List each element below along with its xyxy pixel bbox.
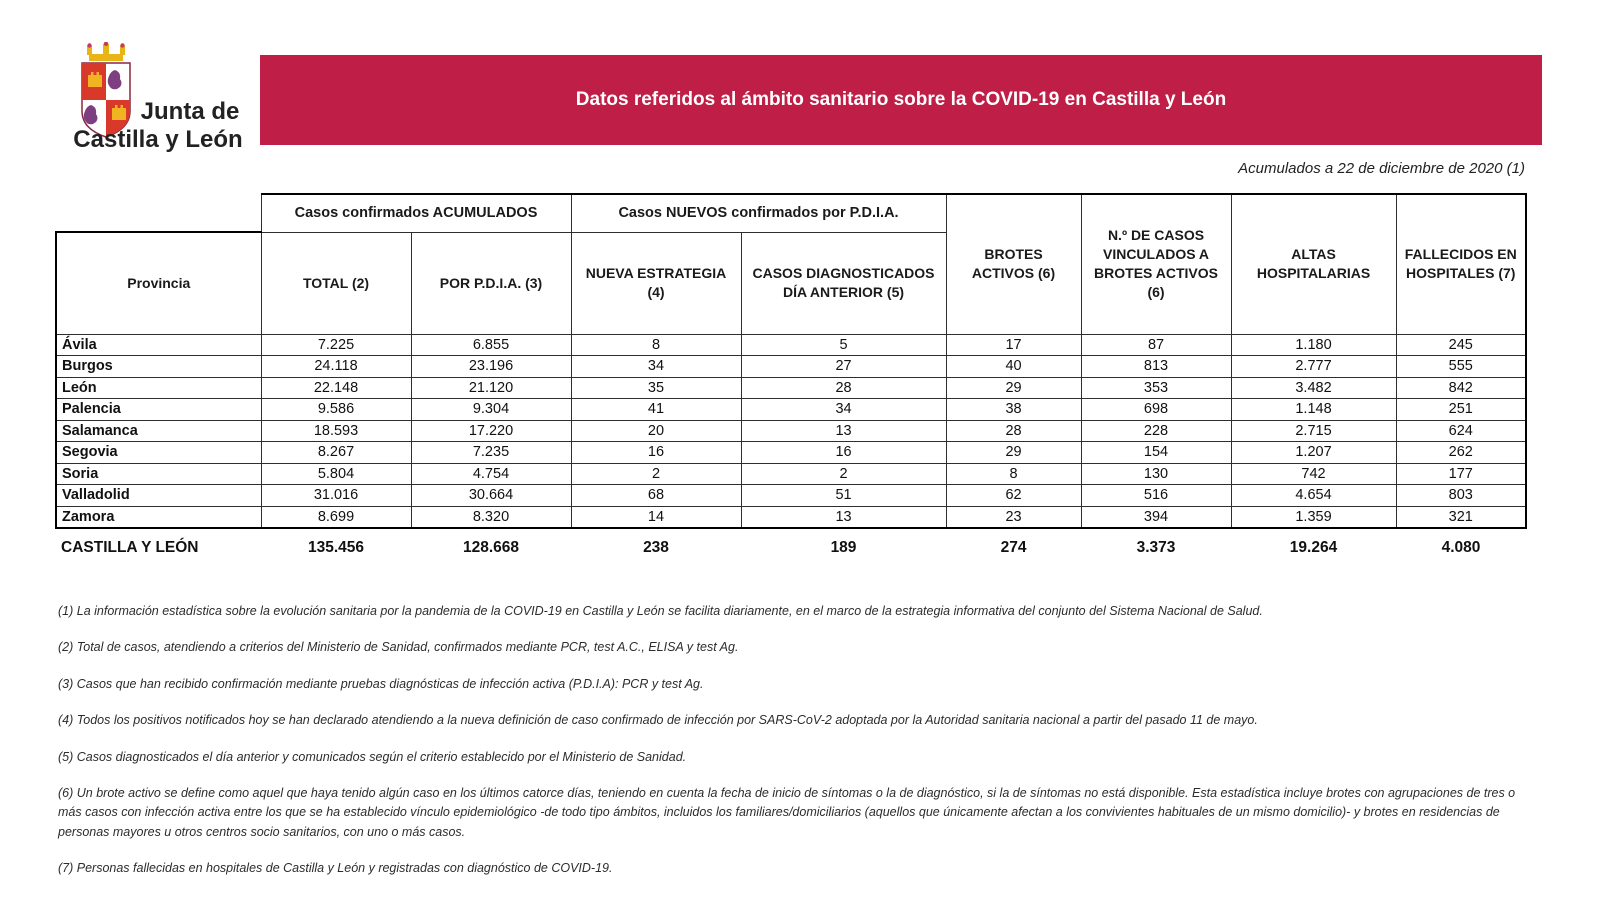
totals-dia-anterior: 189: [830, 538, 857, 556]
dia-anterior-value: 28: [741, 377, 946, 399]
province-name: Soria: [56, 463, 261, 485]
page-title: Datos referidos al ámbito sanitario sobre la COVID-19 en Castilla y León: [575, 89, 1227, 110]
footnote-3: (3) Casos que han recibido confirmación mediante pruebas diagnósticas de infección activa (P.D.I.A): PCR y test Ag.: [58, 676, 704, 691]
total-value: 7.225: [261, 334, 411, 356]
pdia-value: 9.304: [411, 399, 571, 421]
fallecidos-value: 177: [1396, 463, 1526, 485]
fallecidos-value: 803: [1396, 485, 1526, 507]
nueva-estrategia-value: 14: [571, 506, 741, 528]
col-header-fallecidos: FALLECIDOS EN HOSPITALES (7): [1396, 194, 1526, 334]
table-row-leon: [56, 377, 1526, 399]
province-name: Palencia: [56, 399, 261, 421]
col-header-por-pdia: POR P.D.I.A. (3): [411, 232, 571, 334]
province-name: Zamora: [56, 506, 261, 528]
footnote-2: (2) Total de casos, atendiendo a criterios del Ministerio de Sanidad, confirmados mediante PCR, test A.C., ELISA y test Ag.: [58, 640, 739, 655]
brotes-value: 8: [946, 463, 1081, 485]
vinculados-value: 813: [1081, 356, 1231, 378]
header-spacer: [56, 194, 261, 232]
col-header-nueva-estrategia: NUEVA ESTRATEGIA (4): [571, 232, 741, 334]
totals-row: [56, 528, 1526, 557]
title-banner: [260, 55, 1542, 145]
vinculados-value: 130: [1081, 463, 1231, 485]
province-name: Burgos: [56, 356, 261, 378]
nueva-estrategia-value: 68: [571, 485, 741, 507]
totals-altas: 19.264: [1289, 538, 1338, 556]
pdia-value: 23.196: [411, 356, 571, 378]
nueva-estrategia-value: 2: [571, 463, 741, 485]
province-name: Valladolid: [56, 485, 261, 507]
nueva-estrategia-value: 8: [571, 334, 741, 356]
col-header-casos-vinculados: N.º DE CASOS VINCULADOS A BROTES ACTIVOS (6): [1081, 194, 1231, 334]
total-value: 9.586: [261, 399, 411, 421]
province-name: Ávila: [56, 334, 261, 356]
dia-anterior-value: 34: [741, 399, 946, 421]
brotes-value: 38: [946, 399, 1081, 421]
accumulated-date-note: Acumulados a 22 de diciembre de 2020 (1): [1238, 160, 1525, 177]
table-row-soria: [56, 463, 1526, 485]
totals-vinculados: 3.373: [1136, 538, 1176, 556]
footnote-4: (4) Todos los positivos notificados hoy se han declarado atendiendo a la nueva definición de caso confirmado de infección por SARS-CoV-2 adoptada por la Autoridad sanitaria nacional a partir del pasado 11 de mayo.: [58, 713, 1258, 728]
vinculados-value: 394: [1081, 506, 1231, 528]
vinculados-value: 87: [1081, 334, 1231, 356]
dia-anterior-value: 51: [741, 485, 946, 507]
province-name: León: [56, 377, 261, 399]
group-header-acumulados: Casos confirmados ACUMULADOS: [261, 194, 571, 232]
fallecidos-value: 251: [1396, 399, 1526, 421]
altas-value: 4.654: [1231, 485, 1396, 507]
altas-value: 742: [1231, 463, 1396, 485]
table-row-avila: [56, 334, 1526, 356]
dia-anterior-value: 5: [741, 334, 946, 356]
province-name: Segovia: [56, 442, 261, 464]
altas-value: 3.482: [1231, 377, 1396, 399]
logo-text-line2: Castilla y León: [73, 126, 243, 153]
nueva-estrategia-value: 20: [571, 420, 741, 442]
totals-brotes: 274: [1000, 538, 1027, 556]
altas-value: 2.715: [1231, 420, 1396, 442]
dia-anterior-value: 27: [741, 356, 946, 378]
table-row-zamora: [56, 506, 1526, 528]
nueva-estrategia-value: 35: [571, 377, 741, 399]
dia-anterior-value: 16: [741, 442, 946, 464]
totals-label: CASTILLA Y LEÓN: [61, 538, 199, 556]
col-header-dia-anterior: CASOS DIAGNOSTICADOS DÍA ANTERIOR (5): [741, 232, 946, 334]
group-header-nuevos: Casos NUEVOS confirmados por P.D.I.A.: [571, 194, 946, 232]
altas-value: 1.359: [1231, 506, 1396, 528]
dia-anterior-value: 2: [741, 463, 946, 485]
fallecidos-value: 321: [1396, 506, 1526, 528]
group-header-row: [56, 194, 1526, 232]
junta-logo: [58, 42, 258, 152]
fallecidos-value: 245: [1396, 334, 1526, 356]
nueva-estrategia-value: 41: [571, 399, 741, 421]
footnote-6: (6) Un brote activo se define como aquel que haya tenido algún caso en los últimos catorce días, teniendo en cuenta la fecha de inicio de síntomas o la de diagnóstico, si la de síntomas no está disponible. Esta estadística incluye brotes con agrupaciones de tres o más casos con infección activa entre los que se ha establecido vínculo epidemiológico -de todo tipo ámbitos, incluidos los familiares/domiciliarios (aquellos que únicamente afectan a los convivientes habituales de un mismo domicilio)- y brotes en residencias de personas mayores u otros centros socio sanitarios, con uno o más casos.: [58, 785, 1516, 839]
fallecidos-value: 842: [1396, 377, 1526, 399]
covid-data-table: [55, 193, 1527, 557]
fallecidos-value: 624: [1396, 420, 1526, 442]
pdia-value: 7.235: [411, 442, 571, 464]
totals-pdia: 128.668: [462, 538, 520, 556]
logo-text-line1: Junta de: [140, 98, 240, 125]
nueva-estrategia-value: 34: [571, 356, 741, 378]
total-value: 24.118: [261, 356, 411, 378]
vinculados-value: 516: [1081, 485, 1231, 507]
altas-value: 1.207: [1231, 442, 1396, 464]
altas-value: 1.180: [1231, 334, 1396, 356]
table-row-segovia: [56, 442, 1526, 464]
vinculados-value: 353: [1081, 377, 1231, 399]
footnotes-section: [58, 602, 1538, 895]
total-value: 5.804: [261, 463, 411, 485]
pdia-value: 6.855: [411, 334, 571, 356]
covid-data-table-wrap: [55, 193, 1525, 557]
brotes-value: 29: [946, 377, 1081, 399]
pdia-value: 21.120: [411, 377, 571, 399]
coat-of-arms-icon: [77, 42, 135, 138]
vinculados-value: 698: [1081, 399, 1231, 421]
total-value: 8.267: [261, 442, 411, 464]
dia-anterior-value: 13: [741, 420, 946, 442]
table-row-salamanca: [56, 420, 1526, 442]
brotes-value: 62: [946, 485, 1081, 507]
brotes-value: 28: [946, 420, 1081, 442]
totals-nueva: 238: [643, 538, 669, 556]
brotes-value: 29: [946, 442, 1081, 464]
col-header-provincia: Provincia: [56, 232, 261, 334]
vinculados-value: 154: [1081, 442, 1231, 464]
table-row-palencia: [56, 399, 1526, 421]
pdia-value: 8.320: [411, 506, 571, 528]
footnote-5: (5) Casos diagnosticados el día anterior y comunicados según el criterio establecido por el Ministerio de Sanidad.: [58, 749, 687, 764]
pdia-value: 4.754: [411, 463, 571, 485]
totals-fallecidos: 4.080: [1441, 538, 1481, 556]
dia-anterior-value: 13: [741, 506, 946, 528]
altas-value: 1.148: [1231, 399, 1396, 421]
pdia-value: 17.220: [411, 420, 571, 442]
nueva-estrategia-value: 16: [571, 442, 741, 464]
total-value: 8.699: [261, 506, 411, 528]
table-row-valladolid: [56, 485, 1526, 507]
pdia-value: 30.664: [411, 485, 571, 507]
province-name: Salamanca: [56, 420, 261, 442]
col-header-brotes-activos: BROTES ACTIVOS (6): [946, 194, 1081, 334]
fallecidos-value: 262: [1396, 442, 1526, 464]
footnote-7: (7) Personas fallecidas en hospitales de Castilla y León y registradas con diagnóstico de COVID-19.: [58, 861, 613, 875]
total-value: 18.593: [261, 420, 411, 442]
fallecidos-value: 555: [1396, 356, 1526, 378]
vinculados-value: 228: [1081, 420, 1231, 442]
col-header-total: TOTAL (2): [261, 232, 411, 334]
col-header-altas-hospitalarias: ALTAS HOSPITALARIAS: [1231, 194, 1396, 334]
altas-value: 2.777: [1231, 356, 1396, 378]
total-value: 22.148: [261, 377, 411, 399]
total-value: 31.016: [261, 485, 411, 507]
totals-total: 135.456: [307, 538, 365, 556]
brotes-value: 40: [946, 356, 1081, 378]
brotes-value: 23: [946, 506, 1081, 528]
table-row-burgos: [56, 356, 1526, 378]
brotes-value: 17: [946, 334, 1081, 356]
footnote-1: (1) La información estadística sobre la evolución sanitaria por la pandemia de la COVID-19 en Castilla y León se facilita diariamente, en el marco de la estrategia informativa del conjunto del Sistema Nacional de Salud.: [58, 604, 1263, 618]
